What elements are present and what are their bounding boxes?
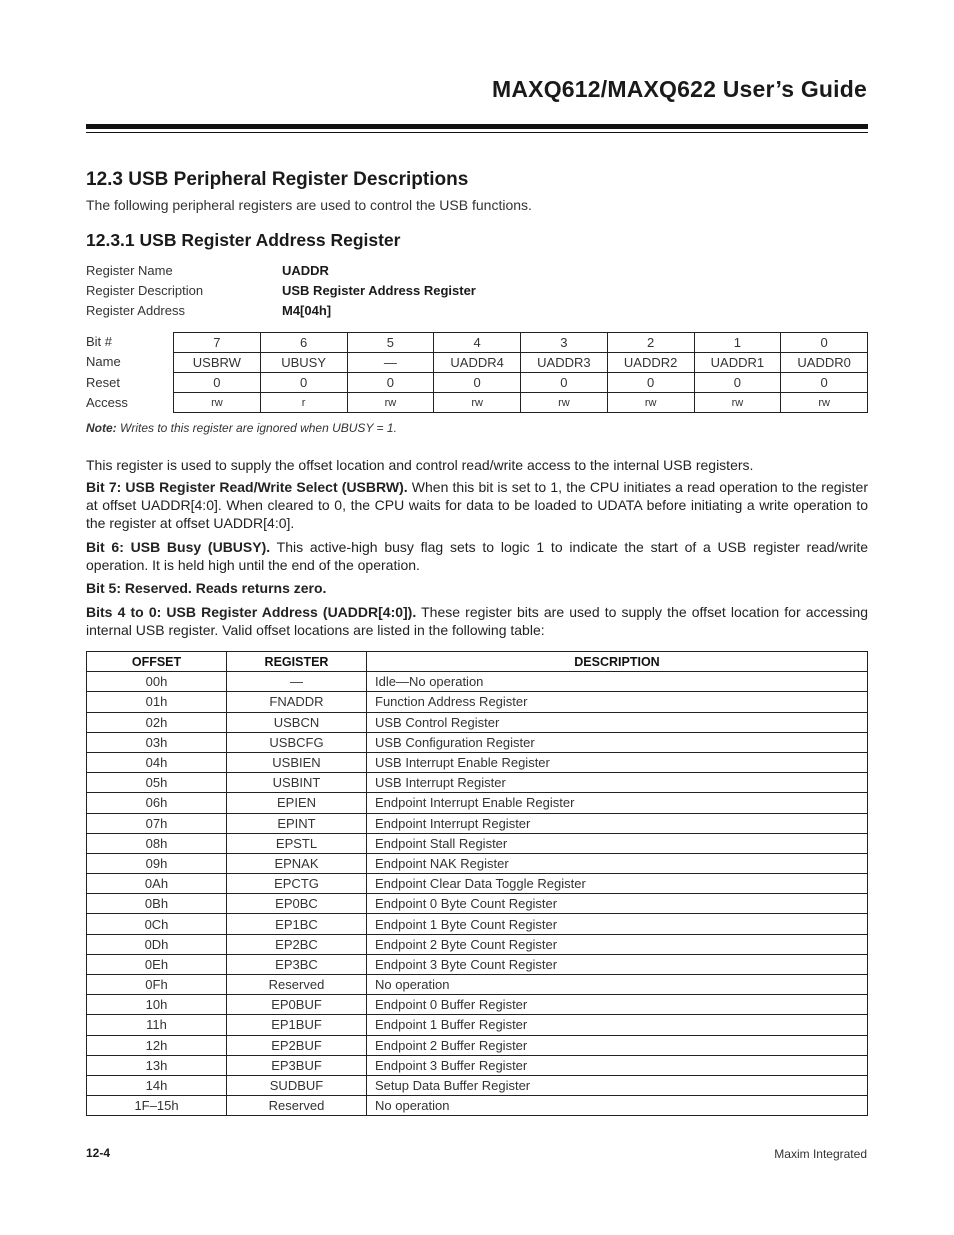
offset-cell: 0Fh (87, 975, 227, 995)
register-description-row (86, 280, 476, 300)
description-cell: USB Configuration Register (367, 732, 868, 752)
description-cell: Endpoint NAK Register (367, 853, 868, 873)
bit-table-row-labels (86, 332, 128, 413)
offset-cell: 03h (87, 732, 227, 752)
bit-reset-cell: 0 (694, 373, 781, 393)
table-row (87, 813, 868, 833)
bit6-text: This active-high busy flag sets to logic 1 to indicate the start of a USB register read/write operation. It is held high until the end of the operation. (86, 539, 868, 573)
description-cell: Endpoint 3 Buffer Register (367, 1055, 868, 1075)
bit-access-cell: rw (781, 393, 868, 413)
bit7-title: Bit 7: USB Register Read/Write Select (USBRW). (86, 479, 408, 495)
bit-access-cell: rw (521, 393, 608, 413)
table-row (87, 1035, 868, 1055)
register-cell: EPNAK (227, 853, 367, 873)
offset-cell: 08h (87, 833, 227, 853)
bit-name-cell: UADDR0 (781, 353, 868, 373)
description-cell: Endpoint 1 Buffer Register (367, 1015, 868, 1035)
table-row (87, 934, 868, 954)
description-cell: Endpoint Interrupt Enable Register (367, 793, 868, 813)
offset-cell: 1F–15h (87, 1096, 227, 1116)
description-cell: USB Interrupt Register (367, 773, 868, 793)
offset-cell: 11h (87, 1015, 227, 1035)
register-address-label: Register Address (86, 302, 185, 318)
register-cell: EPSTL (227, 833, 367, 853)
bit-reset-cell: 0 (781, 373, 868, 393)
bit7-paragraph (86, 478, 868, 532)
bit-name-cell: — (347, 353, 434, 373)
register-cell: USBCFG (227, 732, 367, 752)
table-row (87, 732, 868, 752)
register-cell: EP2BUF (227, 1035, 367, 1055)
register-cell: Reserved (227, 975, 367, 995)
bit-access-cell: rw (607, 393, 694, 413)
bit-access-cell: rw (347, 393, 434, 413)
register-cell: EPINT (227, 813, 367, 833)
register-address-value: M4[04h] (282, 302, 332, 318)
bit-name-cell: UADDR1 (694, 353, 781, 373)
register-cell: EPCTG (227, 874, 367, 894)
bit-cell: 6 (260, 333, 347, 353)
offset-cell: 0Eh (87, 954, 227, 974)
bit-name-cell: UBUSY (260, 353, 347, 373)
bit6-title: Bit 6: USB Busy (UBUSY). (86, 539, 271, 555)
bit-access-cell: rw (174, 393, 261, 413)
bit-cell: 4 (434, 333, 521, 353)
table-row (87, 995, 868, 1015)
offset-cell: 05h (87, 773, 227, 793)
register-info (86, 260, 476, 320)
subsection-heading: 12.3.1 USB Register Address Register (86, 230, 401, 250)
description-cell: Endpoint Clear Data Toggle Register (367, 874, 868, 894)
table-row (87, 672, 868, 692)
bit-table (173, 332, 868, 413)
bit5-paragraph (86, 579, 868, 597)
bit-cell: 5 (347, 333, 434, 353)
table-row (87, 954, 868, 974)
offset-cell: 04h (87, 752, 227, 772)
bit-reset-cell: 0 (607, 373, 694, 393)
bit-access-label: Access (86, 394, 128, 410)
bit-access-row (174, 393, 868, 413)
description-cell: No operation (367, 975, 868, 995)
bit7-text: When this bit is set to 1, the CPU initiates a read operation to the register at offset UADDR[4:0]. When cleared to 0, the CPU waits for data to be loaded to UDATA before initiating a write operation to the register at offset UADDR[4:0]. (86, 479, 868, 531)
bit-number-label: Bit # (86, 334, 113, 349)
register-purpose-paragraph: This register is used to supply the offset location and control read/write access to the internal USB registers. (86, 457, 754, 473)
table-row (87, 752, 868, 772)
description-cell: Endpoint 3 Byte Count Register (367, 954, 868, 974)
bit6-paragraph (86, 538, 868, 574)
bit-name-label: Name (86, 354, 121, 370)
offset-cell: 12h (87, 1035, 227, 1055)
offset-cell: 0Ch (87, 914, 227, 934)
table-row (87, 894, 868, 914)
table-row (87, 773, 868, 793)
offset-cell: 14h (87, 1075, 227, 1095)
description-cell: Endpoint 1 Byte Count Register (367, 914, 868, 934)
bits4-0-paragraph (86, 603, 868, 639)
register-cell: USBCN (227, 712, 367, 732)
table-row (87, 692, 868, 712)
bit-cell: 0 (781, 333, 868, 353)
footer-company: Maxim Integrated (774, 1147, 867, 1161)
description-cell: USB Interrupt Enable Register (367, 752, 868, 772)
bit-reset-cell: 0 (260, 373, 347, 393)
page-number: 12-4 (86, 1146, 111, 1160)
register-description-value: USB Register Address Register (282, 282, 476, 298)
register-column-header: REGISTER (227, 652, 367, 672)
register-cell: EP3BC (227, 954, 367, 974)
offset-cell: 0Bh (87, 894, 227, 914)
register-cell: EP1BC (227, 914, 367, 934)
description-cell: No operation (367, 1096, 868, 1116)
table-row (87, 874, 868, 894)
register-cell: EPIEN (227, 793, 367, 813)
bit-cell: 3 (521, 333, 608, 353)
bit-reset-cell: 0 (434, 373, 521, 393)
usb-register-offset-table (86, 651, 868, 1116)
bit-access-cell: rw (434, 393, 521, 413)
header-rule-thick (86, 124, 868, 129)
offset-cell: 01h (87, 692, 227, 712)
bit-reset-label: Reset (86, 374, 120, 390)
section-intro: The following peripheral registers are used to control the USB functions. (86, 197, 532, 213)
table-row (87, 975, 868, 995)
bit-reset-cell: 0 (174, 373, 261, 393)
register-description-label: Register Description (86, 282, 204, 298)
bit-cell: 2 (607, 333, 694, 353)
register-cell: EP0BC (227, 894, 367, 914)
bit-name-cell: UADDR4 (434, 353, 521, 373)
table-row (87, 793, 868, 813)
table-header-row (87, 652, 868, 672)
register-cell: USBIEN (227, 752, 367, 772)
register-cell: Reserved (227, 1096, 367, 1116)
description-cell: Endpoint 0 Buffer Register (367, 995, 868, 1015)
register-note (86, 421, 397, 435)
note-label: Note: (86, 421, 117, 435)
register-cell: EP1BUF (227, 1015, 367, 1035)
description-cell: Function Address Register (367, 692, 868, 712)
register-name-value: UADDR (282, 262, 329, 278)
table-row (87, 853, 868, 873)
table-row (87, 1055, 868, 1075)
register-cell: USBINT (227, 773, 367, 793)
bit-reset-cell: 0 (347, 373, 434, 393)
table-row (87, 914, 868, 934)
bit-reset-cell: 0 (521, 373, 608, 393)
description-cell: Setup Data Buffer Register (367, 1075, 868, 1095)
bit-name-row (174, 353, 868, 373)
offset-cell: 10h (87, 995, 227, 1015)
register-cell: EP2BC (227, 934, 367, 954)
document-title: MAXQ612/MAXQ622 User’s Guide (491, 76, 867, 102)
description-cell: USB Control Register (367, 712, 868, 732)
register-name-label: Register Name (86, 262, 173, 278)
bit-cell: 1 (694, 333, 781, 353)
bit-access-cell: r (260, 393, 347, 413)
register-address-row (86, 300, 476, 320)
offset-cell: 02h (87, 712, 227, 732)
table-row (87, 712, 868, 732)
offset-cell: 0Dh (87, 934, 227, 954)
table-row (87, 1015, 868, 1035)
description-cell: Endpoint 2 Buffer Register (367, 1035, 868, 1055)
description-cell: Endpoint Interrupt Register (367, 813, 868, 833)
bit-access-cell: rw (694, 393, 781, 413)
description-cell: Endpoint Stall Register (367, 833, 868, 853)
register-cell: SUDBUF (227, 1075, 367, 1095)
note-text: Writes to this register are ignored when UBUSY = 1. (116, 421, 397, 435)
offset-column-header: OFFSET (87, 652, 227, 672)
register-cell: EP0BUF (227, 995, 367, 1015)
register-cell: EP3BUF (227, 1055, 367, 1075)
offset-cell: 13h (87, 1055, 227, 1075)
bit5-title: Bit 5: Reserved. Reads returns zero. (86, 580, 327, 596)
register-name-row (86, 260, 476, 280)
register-cell: FNADDR (227, 692, 367, 712)
description-column-header: DESCRIPTION (367, 652, 868, 672)
header-rule-thin (86, 132, 868, 133)
bit-number-row (174, 333, 868, 353)
description-cell: Endpoint 2 Byte Count Register (367, 934, 868, 954)
bit-cell: 7 (174, 333, 261, 353)
bits4-0-text: These register bits are used to supply the offset location for accessing internal USB register. Valid offset locations are listed in the following table: (86, 604, 868, 638)
offset-cell: 09h (87, 853, 227, 873)
bits4-0-title: Bits 4 to 0: USB Register Address (UADDR[4:0]). (86, 604, 417, 620)
bit-reset-row (174, 373, 868, 393)
offset-cell: 0Ah (87, 874, 227, 894)
description-cell: Idle—No operation (367, 672, 868, 692)
table-row (87, 833, 868, 853)
offset-cell: 07h (87, 813, 227, 833)
offset-cell: 00h (87, 672, 227, 692)
section-heading: 12.3 USB Peripheral Register Descriptions (86, 169, 469, 190)
bit-name-cell: UADDR3 (521, 353, 608, 373)
bit-name-cell: USBRW (174, 353, 261, 373)
bit-name-cell: UADDR2 (607, 353, 694, 373)
offset-cell: 06h (87, 793, 227, 813)
table-row (87, 1096, 868, 1116)
table-row (87, 1075, 868, 1095)
register-cell: — (227, 672, 367, 692)
description-cell: Endpoint 0 Byte Count Register (367, 894, 868, 914)
